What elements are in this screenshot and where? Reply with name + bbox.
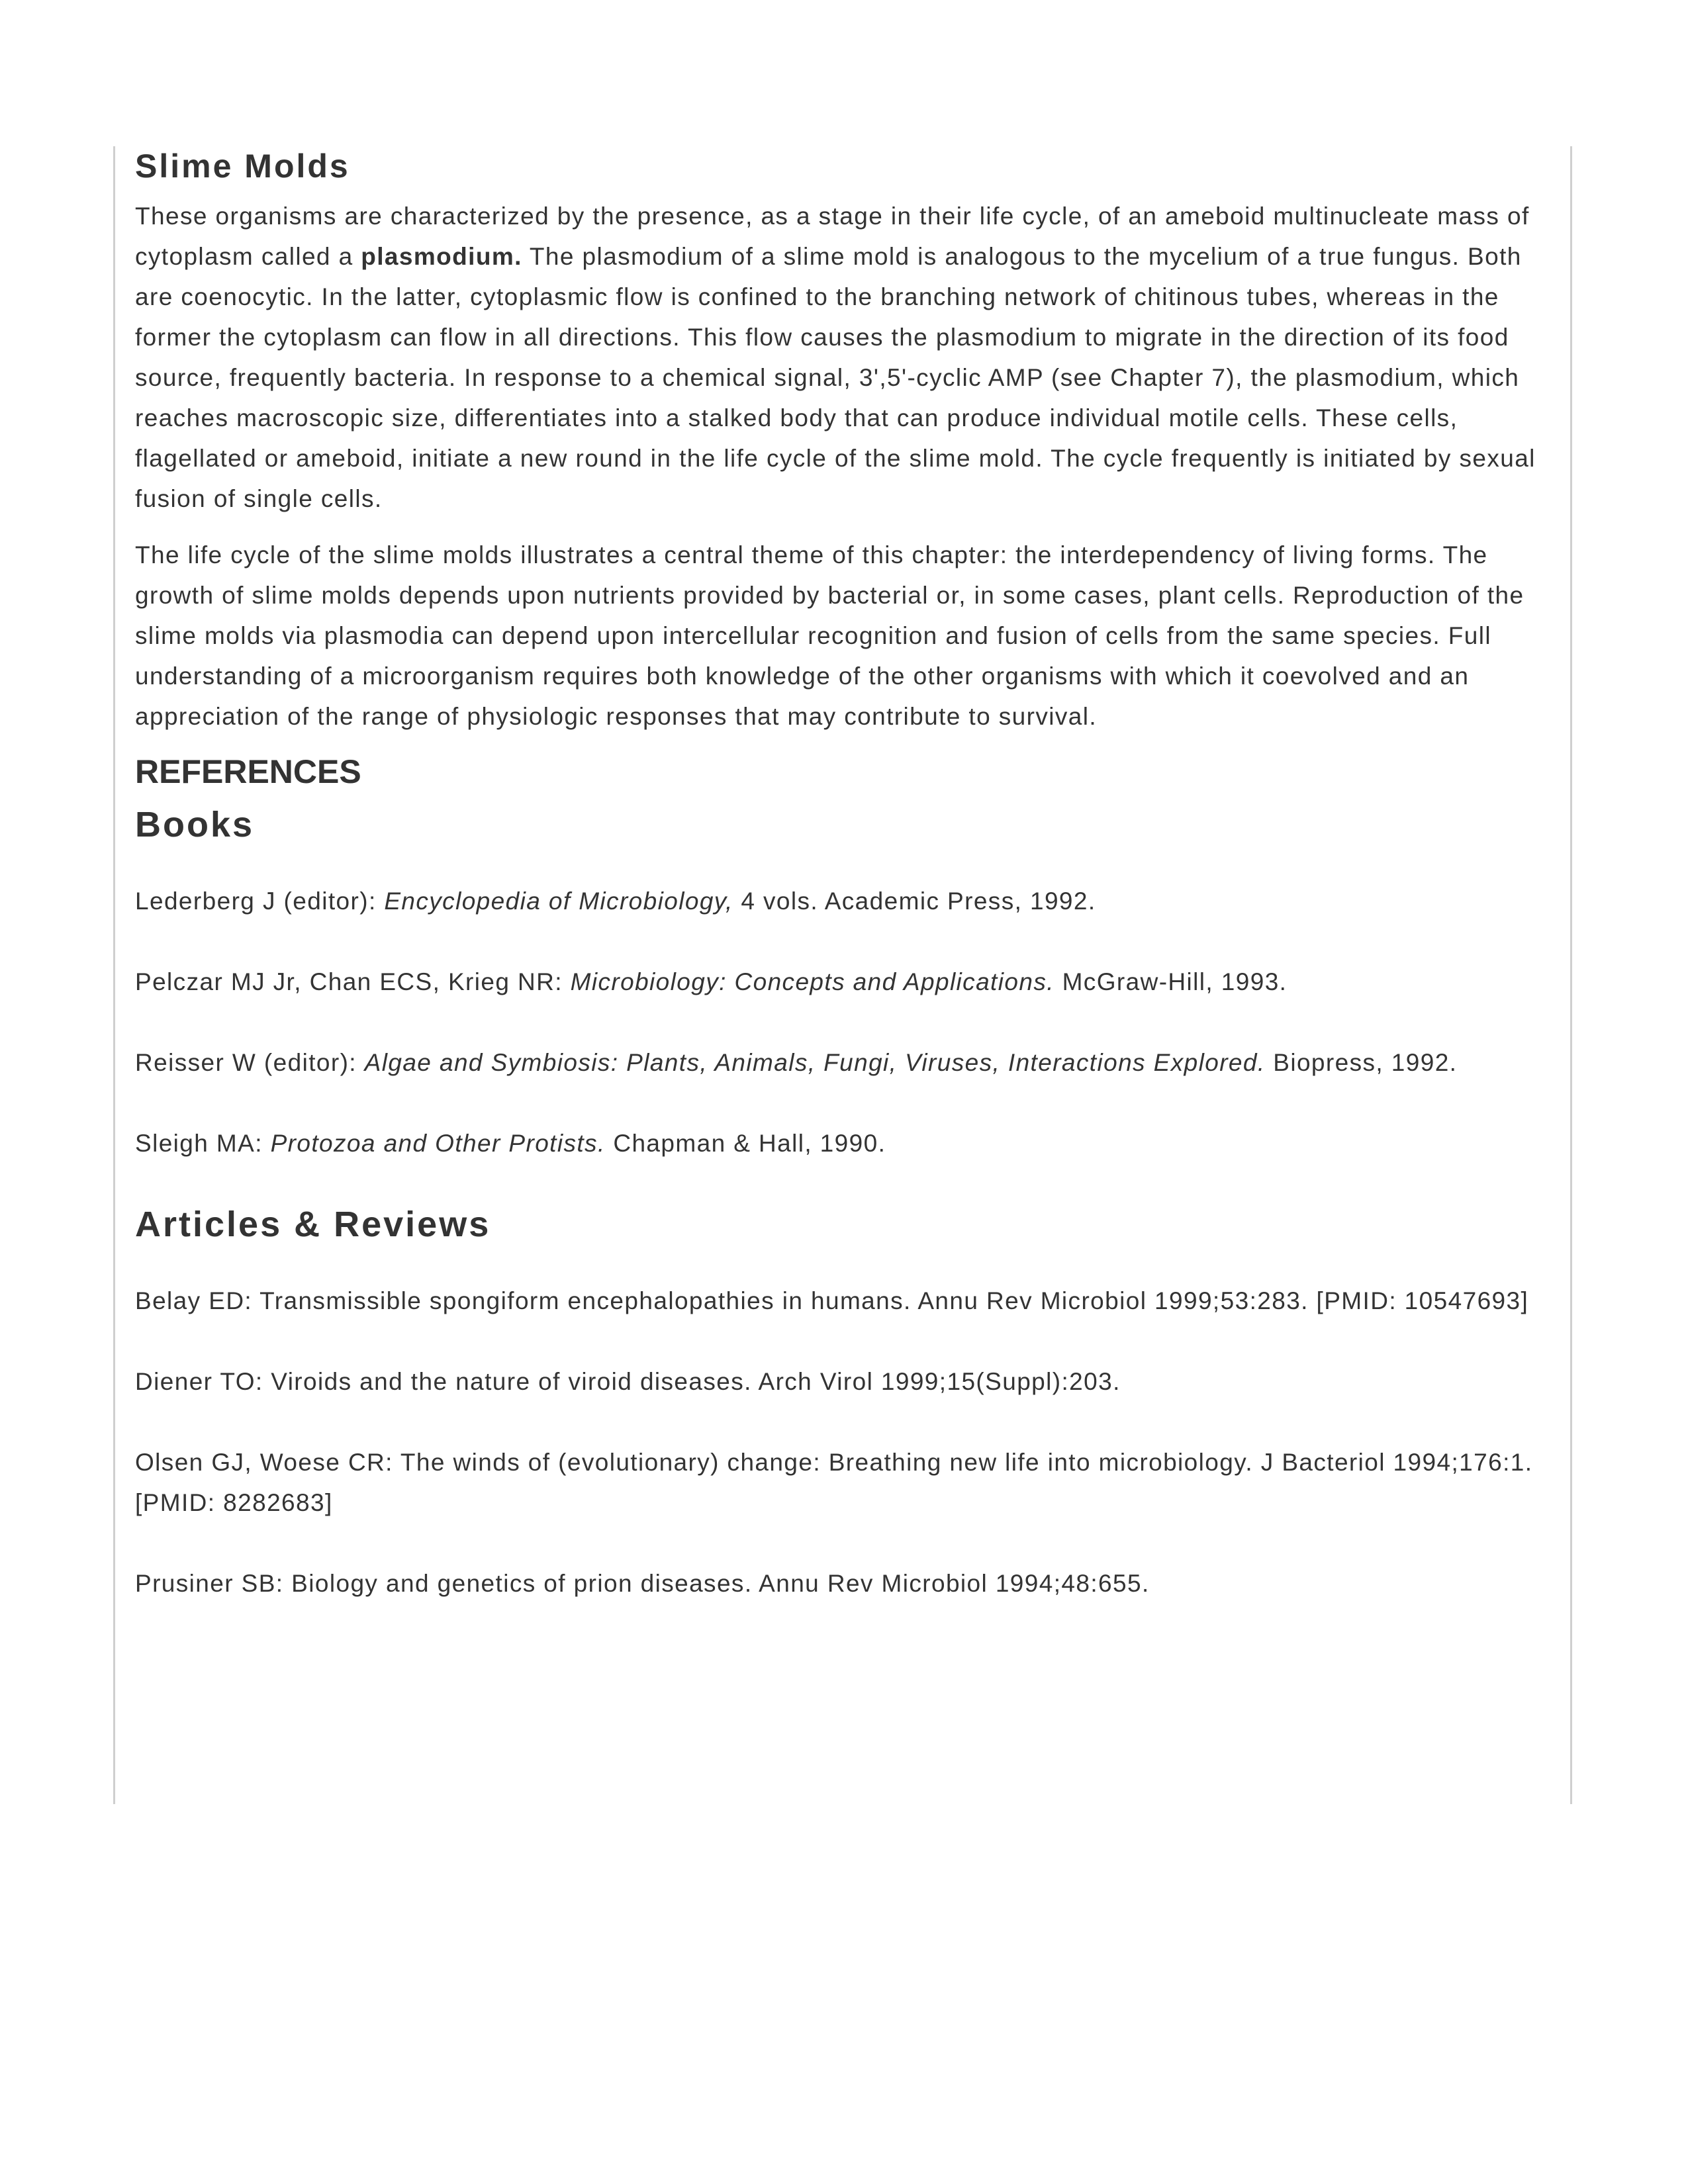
- ref-title: Encyclopedia of Microbiology,: [384, 887, 733, 915]
- paragraph-text: The plasmodium of a slime mold is analogous to the mycelium of a true fungus. Both are coenocytic. In the latter, cytoplasmic flow is confined to the branching network of chitinous tubes, whereas in the former the cytoplasm can flow in all directions. This flow causes the plasmodium to migrate in the direction of its food source, frequently bacteria. In response to a chemical signal, 3',5'-cyclic AMP (see Chapter 7), the plasmodium, which reaches macroscopic size, differentiates into a stalked body that can produce individual motile cells. These cells, flagellated or ameboid, initiate a new round in the life cycle of the slime mold. The cycle frequently is initiated by sexual fusion of single cells.: [135, 243, 1536, 512]
- ref-title: Microbiology: Concepts and Applications.: [570, 968, 1055, 995]
- ref-authors: Pelczar MJ Jr, Chan ECS, Krieg NR:: [135, 968, 571, 995]
- paragraph-life-cycle: The life cycle of the slime molds illustrates a central theme of this chapter: the interdependency of living forms. The growth of slime molds depends upon nutrients provided by bacterial or, in some cases, plant cells. Reproduction of the slime molds via plasmodia can depend upon intercellular recognition and fusion of cells from the same species. Full understanding of a microorganism requires both knowledge of the other organisms with which it coevolved and an appreciation of the range of physiologic responses that may contribute to survival.: [135, 541, 1524, 730]
- article-reference: Olsen GJ, Woese CR: The winds of (evolutionary) change: Breathing new life into microbiology. J Bacteriol 1994;176:1. [PMID: 8282683]: [135, 1449, 1533, 1516]
- book-reference: [135, 962, 1552, 1002]
- ref-authors: Lederberg J (editor):: [135, 887, 385, 915]
- ref-title: Protozoa and Other Protists.: [270, 1130, 606, 1157]
- document-content: [135, 147, 1552, 1644]
- book-reference: [135, 1123, 1552, 1163]
- references-heading: REFERENCES: [135, 753, 361, 790]
- ref-publisher: Chapman & Hall, 1990.: [605, 1130, 886, 1157]
- ref-title: Algae and Symbiosis: Plants, Animals, Fungi, Viruses, Interactions Explored.: [364, 1049, 1266, 1076]
- book-reference: [135, 881, 1552, 921]
- book-reference: [135, 1042, 1552, 1083]
- ref-authors: Sleigh MA:: [135, 1130, 271, 1157]
- article-reference: Belay ED: Transmissible spongiform encephalopathies in humans. Annu Rev Microbiol 1999;53:283. [PMID: 10547693]: [135, 1287, 1529, 1314]
- ref-publisher: 4 vols. Academic Press, 1992.: [733, 887, 1096, 915]
- paragraph-text: These organisms are characterized by the presence, as a stage in their life cycle, of an ameboid multinucleate mass of cytoplasm called a: [135, 203, 1530, 270]
- books-heading: Books: [135, 805, 255, 844]
- ref-publisher: Biopress, 1992.: [1265, 1049, 1458, 1076]
- paragraph-plasmodium: [135, 196, 1552, 519]
- article-reference: Prusiner SB: Biology and genetics of prion diseases. Annu Rev Microbiol 1994;48:655.: [135, 1570, 1150, 1597]
- term-plasmodium: plasmodium.: [361, 243, 522, 270]
- ref-publisher: McGraw-Hill, 1993.: [1054, 968, 1288, 995]
- articles-heading: Articles & Reviews: [135, 1205, 491, 1244]
- article-reference: Diener TO: Viroids and the nature of viroid diseases. Arch Virol 1999;15(Suppl):203.: [135, 1368, 1121, 1395]
- section-title: Slime Molds: [135, 148, 350, 185]
- ref-authors: Reisser W (editor):: [135, 1049, 365, 1076]
